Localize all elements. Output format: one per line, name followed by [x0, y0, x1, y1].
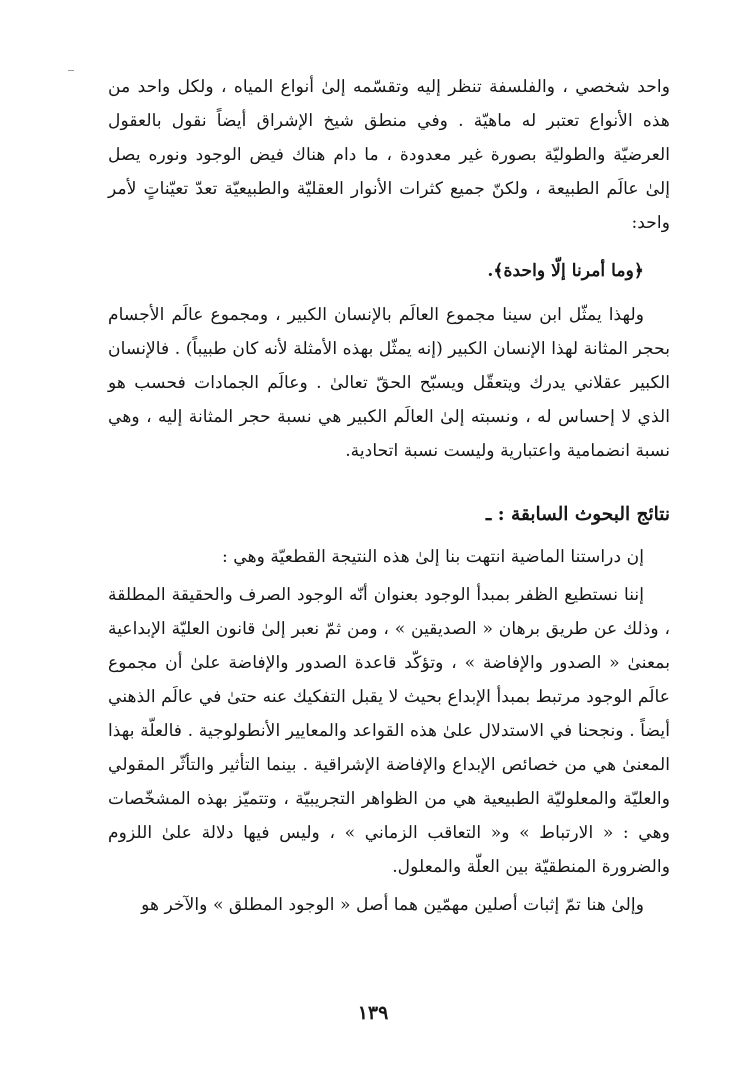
paragraph-5: وإلىٰ هنا تمّ إثبات أصلين مهمّين هما أصل « الوجود المطلق » والآخر هو	[141, 895, 644, 915]
page-number: ١٣٩	[357, 1002, 389, 1024]
paragraph-3: إن دراستنا الماضية انتهت بنا إلىٰ هذه النتيجة القطعيّة وهي :	[222, 547, 644, 567]
margin-mark	[68, 70, 74, 71]
page-text	[108, 70, 670, 922]
paragraph-2: ولهذا يمثّل ابن سينا مجموع العالَم بالإنسان الكبير ، ومجموع عالَم الأجسام بحجر المثانة لهذا الإنسان الكبير (إنه يمثّل بهذه الأمثلة لأنه كان طبيباً) . فالإنسان الكبير عقلاني يدرك ويتعقّل ويسبّح الحقّ تعالىٰ . وعالَم الجمادات فحسب هو الذي لا إحساس له ، ونسبته إلىٰ العالَم الكبير هي نسبة حجر المثانة إليه ، وهي نسبة انضمامية واعتبارية وليست نسبة اتحادية.	[108, 305, 670, 461]
quranic-verse: ﴿وما أمرنا إلّا واحدة﴾.	[487, 261, 644, 281]
section-heading: نتائج البحوث السابقة : ـ	[485, 504, 670, 525]
paragraph-4: إننا نستطيع الظفر بمبدأ الوجود بعنوان أنّه الوجود الصرف والحقيقة المطلقة ، وذلك عن طريق برهان « الصديقين » ، ومن ثمّ نعبر إلىٰ قانون العليّة الإبداعية بمعنىٰ « الصدور والإفاضة » ، وتؤكّد قاعدة الصدور والإفاضة علىٰ أن مجموع عالَم الوجود مرتبط بمبدأ الإبداع بحيث لا يقبل التفكيك عنه حتىٰ في عالَم الذهني أيضاً . ونجحنا في الاستدلال علىٰ هذه القواعد والمعايير الأنطولوجية . فالعلّة بهذا المعنىٰ هي من خصائص الإبداع والإفاضة الإشراقية . بينما التأثير والتأثّر المقولي والعليّة والمعلوليّة الطبيعية هي من الظواهر التجريبيّة ، وتتميّز بهذه المشخّصات وهي : « الارتباط » و« التعاقب الزماني » ، وليس فيها دلالة علىٰ اللزوم والضرورة المنطقيّة بين العلّة والمعلول.	[108, 585, 670, 877]
paragraph-1: واحد شخصي ، والفلسفة تنظر إليه وتقسّمه إلىٰ أنواع المياه ، ولكل واحد من هذه الأنواع تعتبر له ماهيّة . وفي منطق شيخ الإشراق أيضاً نقول بالعقول العرضيّة والطوليّة بصورة غير معدودة ، ما دام هناك فيض الوجود ونوره يصل إلىٰ عالَم الطبيعة ، ولكنّ جميع كثرات الأنوار العقليّة والطبيعيّة تعدّ تعيّناتٍ لأمر واحد:	[108, 77, 670, 233]
